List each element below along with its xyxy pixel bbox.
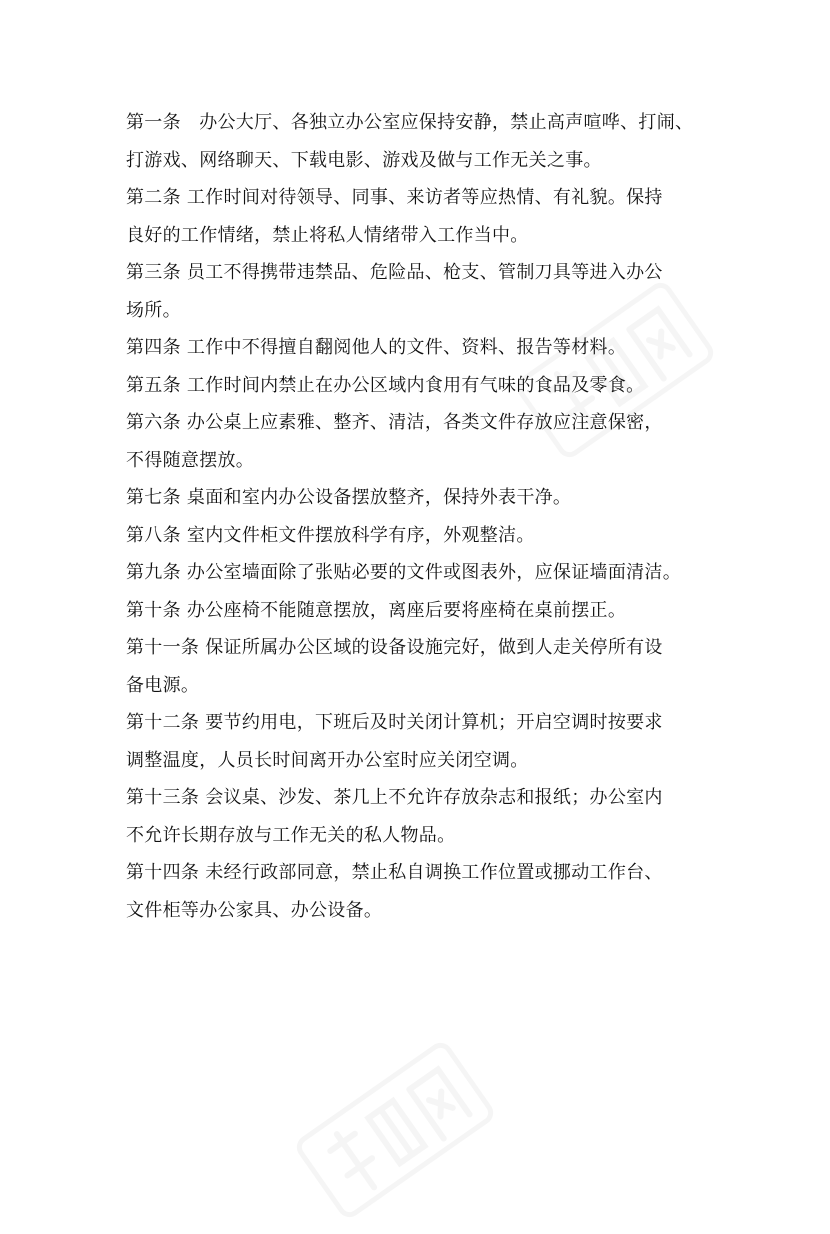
article-12 [126, 704, 726, 779]
article-9 [126, 554, 726, 592]
article-11 [126, 629, 726, 704]
article-8 [126, 517, 726, 555]
article-line: 第十二条 要节约用电，下班后及时关闭计算机；开启空调时按要求 [126, 712, 663, 733]
article-13 [126, 779, 726, 854]
article-1 [126, 104, 726, 179]
article-5 [126, 367, 726, 405]
article-2 [126, 179, 726, 254]
article-7 [126, 479, 726, 517]
article-line: 第十一条 保证所属办公区域的设备设施完好，做到人走关停所有设 [126, 637, 663, 658]
article-line: 第六条 办公桌上应素雅、整齐、清洁，各类文件存放应注意保密， [126, 412, 663, 433]
article-line: 调整温度，人员长时间离开办公室时应关闭空调。 [126, 749, 529, 771]
article-line: 第七条 桌面和室内办公设备摆放整齐，保持外表干净。 [126, 487, 572, 508]
article-line: 第八条 室内文件柜文件摆放科学有序，外观整洁。 [126, 524, 535, 546]
article-line: 第十三条 会议桌、沙发、茶几上不允许存放杂志和报纸；办公室内 [126, 787, 663, 808]
article-3 [126, 254, 726, 329]
article-line: 第四条 工作中不得擅自翻阅他人的文件、资料、报告等材料。 [126, 337, 627, 358]
article-6 [126, 404, 726, 479]
article-line: 第九条 办公室墙面除了张贴必要的文件或图表外，应保证墙面清洁。 [126, 562, 682, 583]
article-line: 不允许长期存放与工作无关的私人物品。 [126, 824, 456, 846]
article-line: 第十四条 未经行政部同意，禁止私自调换工作位置或挪动工作台、 [126, 862, 663, 883]
article-4 [126, 329, 726, 367]
article-line: 打游戏、网络聊天、下载电影、游戏及做与工作无关之事。 [126, 149, 602, 171]
article-14 [126, 854, 726, 929]
article-line: 第二条 工作时间对待领导、同事、来访者等应热情、有礼貌。保持 [126, 187, 663, 208]
watermark-logo [283, 1026, 507, 1233]
article-line: 第一条 办公大厅、各独立办公室应保持安静，禁止高声喧哗、打闹、 [126, 112, 694, 133]
article-10 [126, 592, 726, 630]
article-line: 良好的工作情绪，禁止将私人情绪带入工作当中。 [126, 224, 529, 246]
article-line: 第十条 办公座椅不能随意摆放，离座后要将座椅在桌前摆正。 [126, 599, 627, 621]
article-line: 场所。 [126, 299, 181, 321]
article-line: 备电源。 [126, 674, 200, 696]
article-line: 第三条 员工不得携带违禁品、危险品、枪支、管制刀具等进入办公 [126, 262, 663, 283]
article-line: 不得随意摆放。 [126, 449, 255, 471]
regulation-body [126, 104, 726, 929]
article-line: 文件柜等办公家具、办公设备。 [126, 899, 383, 921]
article-line: 第五条 工作时间内禁止在办公区域内食用有气味的食品及零食。 [126, 374, 645, 396]
